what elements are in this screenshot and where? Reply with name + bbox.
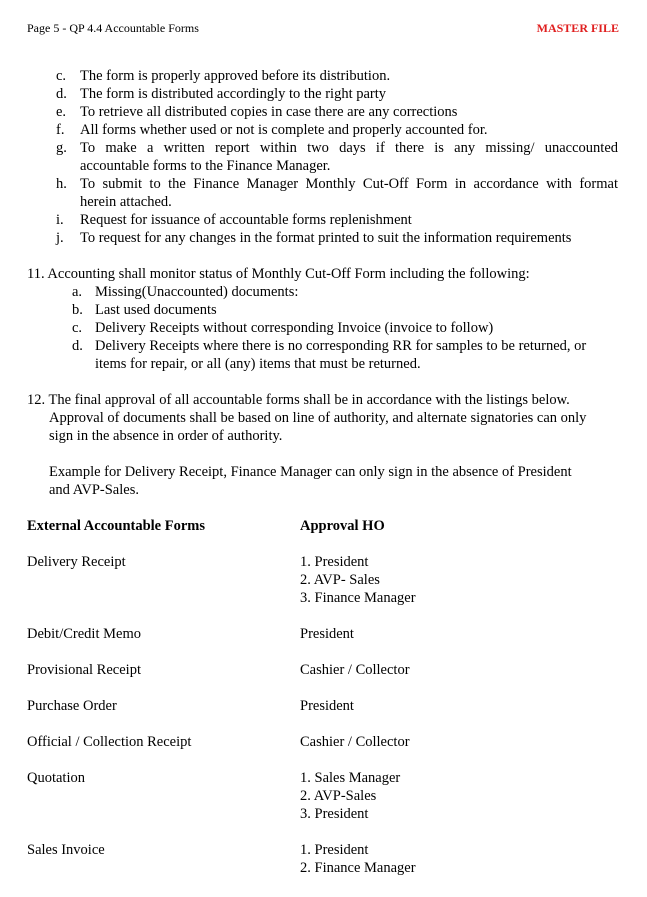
list-marker: c. <box>72 320 83 336</box>
list-item: The form is properly approved before its distribution. <box>80 68 391 84</box>
table-form-name: Debit/Credit Memo <box>27 626 141 642</box>
table-header-approval: Approval HO <box>300 518 385 534</box>
list-marker: a. <box>72 284 83 300</box>
list-item: Last used documents <box>95 302 217 318</box>
list-item: To request for any changes in the format printed to suit the information requirements <box>80 230 572 246</box>
table-form-name: Official / Collection Receipt <box>27 734 192 750</box>
table-approval: President <box>300 626 354 642</box>
list-marker: e. <box>56 104 67 120</box>
table-approval: 3. Finance Manager <box>300 590 416 606</box>
table-form-name: Quotation <box>27 770 85 786</box>
list-item: Missing(Unaccounted) documents: <box>95 284 299 300</box>
example-line: Example for Delivery Receipt, Finance Manager can only sign in the absence of President <box>49 464 572 480</box>
page-label: Page 5 - QP 4.4 Accountable Forms <box>27 21 199 35</box>
table-form-name: Sales Invoice <box>27 842 105 858</box>
list-item-continuation: accountable forms to the Finance Manager. <box>80 158 331 174</box>
list-item: To retrieve all distributed copies in case there are any corrections <box>80 104 458 120</box>
list-marker: i. <box>56 212 64 228</box>
list-item: Delivery Receipts where there is no corresponding RR for samples to be returned, or <box>95 338 587 354</box>
list-item: All forms whether used or not is complete and properly accounted for. <box>80 122 488 138</box>
list-item: Delivery Receipts without corresponding Invoice (invoice to follow) <box>95 320 494 336</box>
list-item: To make a written report within two days if there is any missing/ unaccounted <box>80 140 618 156</box>
section-12-line: 12. The final approval of all accountable forms shall be in accordance with the listings below. <box>27 392 570 408</box>
table-form-name: Delivery Receipt <box>27 554 126 570</box>
master-file-label: MASTER FILE <box>536 21 619 35</box>
list-item: The form is distributed accordingly to the right party <box>80 86 387 102</box>
list-marker: g. <box>56 140 67 156</box>
section-11-intro: 11. Accounting shall monitor status of Monthly Cut-Off Form including the following: <box>27 266 530 282</box>
list-marker: d. <box>56 86 67 102</box>
table-approval: Cashier / Collector <box>300 662 410 678</box>
table-approval: President <box>300 698 354 714</box>
table-approval: 2. Finance Manager <box>300 860 416 876</box>
table-form-name: Provisional Receipt <box>27 662 141 678</box>
list-item: Request for issuance of accountable forms replenishment <box>80 212 412 228</box>
section-12-line: Approval of documents shall be based on line of authority, and alternate signatories can only <box>49 410 587 426</box>
list-item: To submit to the Finance Manager Monthly Cut-Off Form in accordance with format <box>80 176 618 192</box>
list-marker: j. <box>56 230 64 246</box>
table-form-name: Purchase Order <box>27 698 117 714</box>
table-approval: Cashier / Collector <box>300 734 410 750</box>
section-12-line: sign in the absence in order of authority. <box>49 428 283 444</box>
example-line: and AVP-Sales. <box>49 482 139 498</box>
table-approval: 2. AVP-Sales <box>300 788 377 804</box>
list-marker: f. <box>56 122 65 138</box>
table-approval: 1. Sales Manager <box>300 770 401 786</box>
list-marker: h. <box>56 176 67 192</box>
list-marker: b. <box>72 302 83 318</box>
table-header-forms: External Accountable Forms <box>27 518 206 534</box>
table-approval: 2. AVP- Sales <box>300 572 380 588</box>
table-approval: 3. President <box>300 806 369 822</box>
list-marker: d. <box>72 338 83 354</box>
table-approval: 1. President <box>300 554 369 570</box>
table-approval: 1. President <box>300 842 369 858</box>
list-marker: c. <box>56 68 67 84</box>
list-item-continuation: items for repair, or all (any) items that must be returned. <box>95 356 421 372</box>
list-item-continuation: herein attached. <box>80 194 172 210</box>
